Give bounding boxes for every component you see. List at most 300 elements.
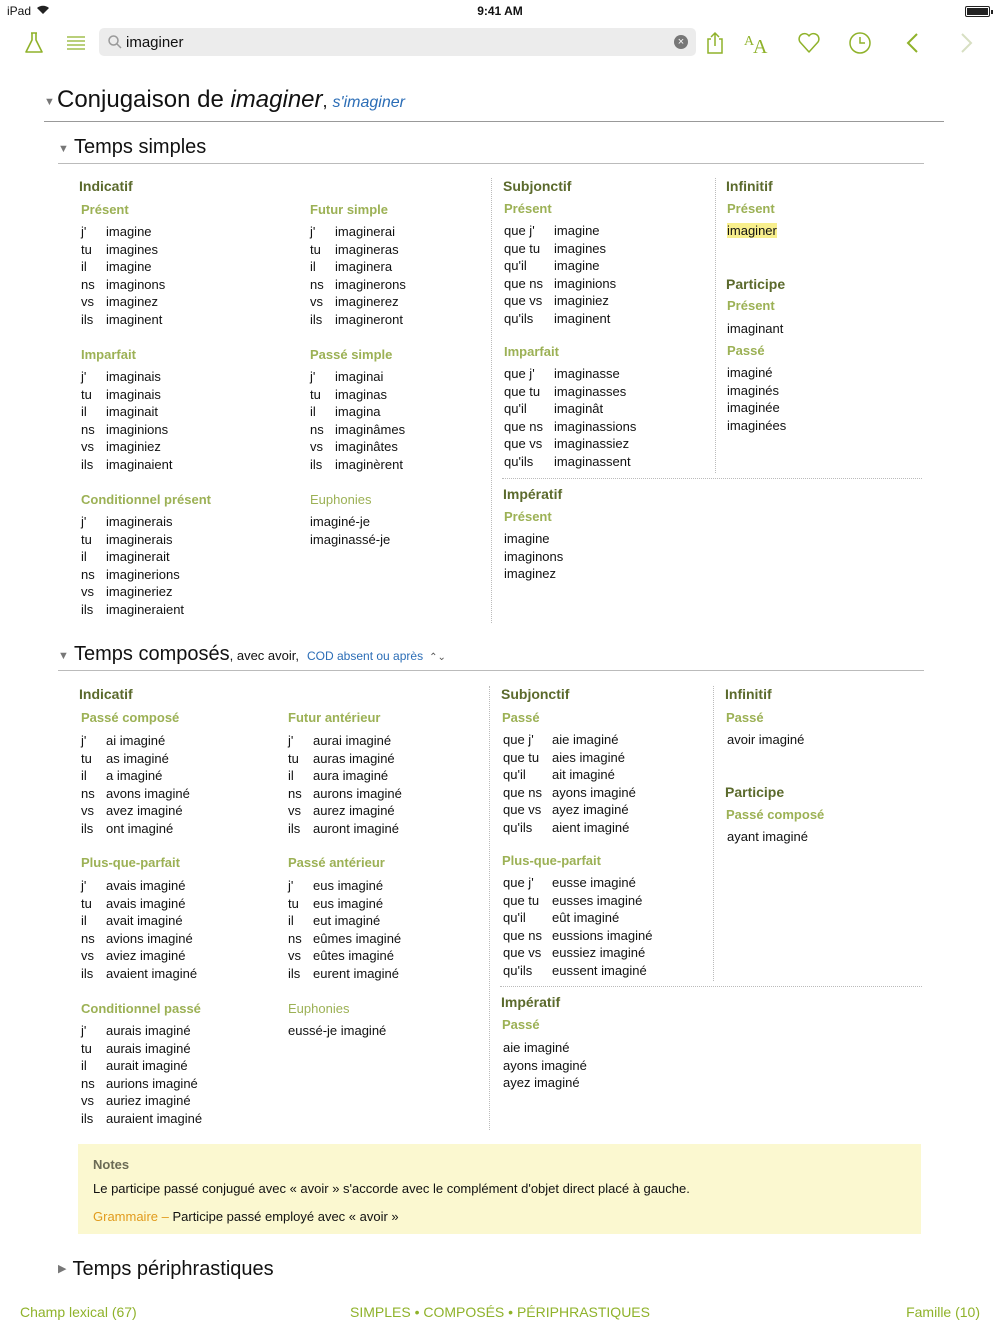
conj-euphonies: [310, 513, 390, 548]
tense-conditionnel-passe: Conditionnel passé: [81, 1001, 201, 1016]
conjugation-row: [504, 222, 616, 240]
verb-form[interactable]: imaginerons: [335, 276, 406, 292]
conjugation-row: [504, 453, 636, 471]
auxiliary-label: , avec avoir,: [229, 648, 299, 663]
verb-form[interactable]: ont imaginé: [106, 820, 174, 836]
verb-form[interactable]: ayez imaginé: [503, 1075, 580, 1090]
tense-subj-pqp: Plus-que-parfait: [502, 853, 601, 868]
status-bar: [0, 0, 1000, 22]
verb-form[interactable]: imaginé: [727, 365, 773, 380]
verb-form[interactable]: imaginées: [727, 417, 787, 433]
conjugation-row: [504, 310, 616, 328]
conjugation-row: [288, 820, 402, 838]
verb-form[interactable]: eussé-je imaginé: [288, 1023, 387, 1038]
pronoun: tu: [310, 386, 321, 402]
collapse-triangle-icon[interactable]: ▼: [44, 96, 55, 108]
verb-form[interactable]: aurions imaginé: [106, 1075, 198, 1091]
conjugation-row: [310, 421, 405, 439]
conjugation-row: [288, 895, 401, 913]
conjugation-row: [288, 767, 402, 785]
verb-form[interactable]: imaginassé-je: [310, 531, 391, 547]
pronoun: qu'ils: [504, 453, 534, 469]
pronoun: il: [288, 913, 294, 928]
verb-form[interactable]: imaginons: [106, 276, 166, 292]
verb-form[interactable]: imaginassent: [554, 453, 631, 469]
pronoun: tu: [81, 750, 92, 766]
verb-form[interactable]: imaginât: [554, 401, 604, 416]
pronoun: qu'ils: [503, 962, 533, 978]
title-separator: ,: [322, 91, 333, 111]
conjugation-row: [81, 1092, 202, 1110]
conjugation-row: [81, 1075, 202, 1093]
clock: 9:41 AM: [477, 4, 523, 18]
verb-form[interactable]: imaginerai: [335, 224, 395, 239]
verb-form[interactable]: imaginassiez: [554, 436, 630, 451]
mood-participe: Participe: [726, 276, 786, 292]
font-size-icon[interactable]: [741, 28, 771, 58]
conjugation-title[interactable]: [44, 86, 944, 122]
verb-form[interactable]: eût imaginé: [552, 910, 620, 925]
verb-form[interactable]: imagines: [106, 241, 159, 257]
inf-passe-value: avoir imaginé: [727, 732, 805, 747]
verb-form[interactable]: imagineras: [335, 241, 399, 257]
pronoun: qu'il: [504, 401, 527, 416]
infinitive-highlight: imaginer: [727, 223, 777, 238]
conj-imparfait: [81, 368, 173, 473]
row-divider: [500, 986, 922, 987]
family-link[interactable]: Famille (10): [906, 1304, 980, 1320]
menu-list-icon[interactable]: [61, 28, 91, 58]
pronoun: ils: [288, 820, 301, 836]
conjugation-row: [504, 418, 636, 436]
conjugation-row: [81, 1057, 202, 1075]
verb-form[interactable]: aurez imaginé: [313, 803, 395, 818]
pronoun: vs: [81, 803, 94, 818]
pronoun: tu: [81, 895, 92, 911]
verb-form[interactable]: a imaginé: [106, 768, 163, 783]
verb-form[interactable]: as imaginé: [106, 750, 169, 766]
conjugation-row: [81, 1040, 202, 1058]
verb-form[interactable]: aura imaginé: [313, 768, 389, 783]
verb-form[interactable]: imaginais: [106, 369, 161, 384]
tense-inf-present: Présent: [727, 201, 775, 216]
pronoun: que tu: [503, 749, 540, 765]
conjugation-row: [310, 276, 406, 294]
conjugation-row: [503, 784, 636, 802]
conjugation-row: [81, 947, 197, 965]
verb-form[interactable]: ayons imaginé: [552, 784, 636, 800]
verb-form[interactable]: imaginerait: [106, 549, 170, 564]
pronoun: ns: [81, 1075, 95, 1091]
expand-triangle-icon[interactable]: ▶: [58, 1263, 67, 1275]
conj-subj-pqp: [503, 874, 652, 979]
verb-form[interactable]: auriez imaginé: [106, 1093, 191, 1108]
verb-form[interactable]: imaginons: [504, 548, 564, 564]
pronoun: ns: [288, 785, 302, 801]
verb-form[interactable]: aurais imaginé: [106, 1040, 191, 1056]
lexical-field-link[interactable]: Champ lexical (67): [20, 1304, 137, 1320]
conjugation-row: [288, 965, 401, 983]
conjugation-row: [503, 749, 636, 767]
pronoun: il: [81, 768, 87, 783]
conjugation-row: [310, 368, 405, 386]
mood-imperatif: Impératif: [501, 994, 561, 1010]
flask-icon[interactable]: [19, 28, 49, 58]
pronoun: il: [310, 404, 316, 419]
verb-form[interactable]: eurent imaginé: [313, 965, 399, 981]
pronoun: tu: [81, 241, 92, 257]
history-clock-icon[interactable]: [845, 28, 875, 58]
conjugation-row: [288, 732, 402, 750]
conjugation-row: [81, 438, 173, 456]
column-divider: [715, 178, 716, 473]
pronoun: j': [288, 878, 294, 893]
verb-form[interactable]: aurons imaginé: [313, 785, 402, 801]
grammar-label: Grammaire –: [93, 1209, 173, 1224]
verb-form[interactable]: imaginerions: [106, 566, 180, 582]
mood-subjonctif: Subjonctif: [503, 178, 572, 194]
conjugation-row: [310, 386, 405, 404]
verb-form[interactable]: ayez imaginé: [552, 802, 629, 817]
bottom-bar: [0, 1302, 1000, 1324]
grammar-link[interactable]: [93, 1209, 399, 1224]
tense-subj-imparfait: Imparfait: [504, 344, 559, 359]
section-nav[interactable]: SIMPLES • COMPOSÉS • PÉRIPHRASTIQUES: [350, 1304, 650, 1320]
pronoun: ns: [81, 421, 95, 437]
verb-form[interactable]: imaginions: [106, 421, 169, 437]
tense-conditionnel-present: Conditionnel présent: [81, 492, 211, 507]
verb-form[interactable]: aient imaginé: [552, 819, 630, 835]
conj-subj-imparfait: [504, 365, 636, 470]
verb-form[interactable]: eut imaginé: [313, 913, 381, 928]
verb-form[interactable]: imaginâtes: [335, 439, 398, 454]
verb-form[interactable]: eûtes imaginé: [313, 948, 394, 963]
conjugation-row: [310, 438, 405, 456]
pronominal-link[interactable]: s'imaginer: [332, 94, 405, 111]
title-prefix: Conjugaison de: [57, 86, 231, 113]
conjugation-row: [81, 386, 173, 404]
tense-euphonies: Euphonies: [310, 492, 372, 507]
collapse-triangle-icon[interactable]: ▼: [58, 143, 69, 155]
notes-box: [78, 1144, 921, 1234]
column-divider: [491, 178, 492, 623]
conjugation-row: [81, 930, 197, 948]
pronoun: que vs: [503, 945, 542, 960]
pronoun: que tu: [504, 240, 541, 256]
pronoun: vs: [81, 294, 94, 309]
verb-form[interactable]: aie imaginé: [503, 1040, 570, 1055]
pronoun: que j': [503, 875, 534, 890]
verb-form[interactable]: imaginerez: [335, 294, 399, 309]
verb-form[interactable]: imagines: [554, 240, 607, 256]
tense-part-present: Présent: [727, 298, 775, 313]
verb-form[interactable]: aurai imaginé: [313, 733, 392, 748]
section-simple-tenses[interactable]: [58, 136, 924, 164]
conjugation-row: [503, 766, 636, 784]
pronoun: ils: [310, 311, 323, 327]
conjugation-row: [81, 513, 184, 531]
pronoun: que ns: [504, 418, 544, 434]
conj-conditionnel-present: [81, 513, 184, 618]
column-divider: [489, 686, 490, 1130]
pronoun: tu: [81, 386, 92, 402]
cod-selector[interactable]: COD absent ou après: [307, 649, 424, 663]
section-compound-tenses[interactable]: [58, 643, 924, 671]
verb-form[interactable]: imaginerais: [106, 514, 173, 529]
conjugation-row: [310, 311, 406, 329]
part-present-value: imaginant: [727, 321, 784, 336]
conjugation-row: [288, 877, 401, 895]
verb-form[interactable]: imaginiez: [554, 293, 609, 308]
pronoun: ils: [81, 820, 94, 836]
verb-form[interactable]: imaginent: [106, 311, 163, 327]
svg-text:A: A: [744, 34, 755, 49]
verb-form[interactable]: aurais imaginé: [106, 1023, 191, 1038]
pronoun: il: [81, 549, 87, 564]
pronoun: vs: [288, 803, 301, 818]
pronoun: j': [81, 224, 87, 239]
conjugation-row: [504, 383, 636, 401]
pronoun: tu: [310, 241, 321, 257]
pronoun: qu'il: [503, 767, 526, 782]
pronoun: qu'ils: [503, 819, 533, 835]
search-bar[interactable]: [99, 28, 696, 56]
search-icon: [107, 34, 123, 50]
pronoun: que j': [504, 223, 535, 238]
verb-form[interactable]: auraient imaginé: [106, 1110, 203, 1126]
verb-form[interactable]: eussent imaginé: [552, 962, 647, 978]
verb-form[interactable]: imaginés: [727, 382, 780, 398]
pronoun: qu'il: [504, 258, 527, 273]
verb-form[interactable]: imagine: [554, 258, 600, 273]
conjugation-row: [504, 257, 616, 275]
tense-present: Présent: [81, 202, 129, 217]
pronoun: il: [310, 259, 316, 274]
verb-form[interactable]: avais imaginé: [106, 878, 186, 893]
clear-search-icon[interactable]: ×: [674, 35, 688, 49]
pronoun: qu'il: [503, 910, 526, 925]
verb-form[interactable]: avait imaginé: [106, 913, 183, 928]
pronoun: ns: [288, 930, 302, 946]
conjugation-row: [81, 732, 190, 750]
pronoun: que tu: [503, 892, 540, 908]
verb-form[interactable]: imagine: [106, 259, 152, 274]
pronoun: ils: [288, 965, 301, 981]
pronoun: il: [81, 259, 87, 274]
conjugation-row: [310, 241, 406, 259]
column-divider: [713, 686, 714, 981]
pronoun: que j': [503, 732, 534, 747]
tense-subj-present: Présent: [504, 201, 552, 216]
conj-passe-compose: [81, 732, 190, 837]
conj-subj-passe: [503, 731, 636, 836]
chevron-updown-icon[interactable]: ⌃⌄: [429, 652, 446, 663]
verb-form[interactable]: avaient imaginé: [106, 965, 198, 981]
pronoun: que vs: [503, 802, 542, 817]
verb-form[interactable]: imagine: [106, 224, 152, 239]
conjugation-row: [81, 311, 165, 329]
pronoun: que ns: [503, 784, 543, 800]
verb-form[interactable]: aurait imaginé: [106, 1058, 188, 1073]
conjugation-row: [504, 365, 636, 383]
forward-chevron-icon[interactable]: [951, 28, 981, 58]
tense-inf-passe: Passé: [726, 710, 764, 725]
pronoun: ns: [81, 785, 95, 801]
verb-form[interactable]: aviez imaginé: [106, 948, 186, 963]
section-title: Temps composés: [74, 643, 230, 665]
title-verb: imaginer: [230, 86, 323, 113]
verb-form[interactable]: imaginez: [504, 566, 557, 581]
verb-form[interactable]: imaginais: [106, 386, 161, 402]
verb-form[interactable]: avions imaginé: [106, 930, 193, 946]
pronoun: vs: [81, 948, 94, 963]
pronoun: tu: [288, 750, 299, 766]
verb-form[interactable]: imaginai: [335, 369, 384, 384]
pronoun: j': [81, 514, 87, 529]
verb-form[interactable]: auront imaginé: [313, 820, 399, 836]
verb-form[interactable]: imaginé-je: [310, 514, 370, 529]
verb-form[interactable]: imaginasse: [554, 366, 620, 381]
conjugation-row: [81, 258, 165, 276]
favorite-heart-icon[interactable]: [794, 28, 824, 58]
conjugation-row: [81, 895, 197, 913]
tense-futur-simple: Futur simple: [310, 202, 389, 217]
conj-futur-anterieur: [288, 732, 402, 837]
verb-form[interactable]: ai imaginé: [106, 733, 166, 748]
verb-form[interactable]: imaginas: [335, 386, 388, 402]
pronoun: vs: [310, 294, 323, 309]
verb-form[interactable]: imagine: [554, 223, 600, 238]
verb-form[interactable]: imaginèrent: [335, 456, 403, 472]
pronoun: il: [288, 768, 294, 783]
conjugation-row: [81, 583, 184, 601]
verb-form[interactable]: imagineront: [335, 311, 403, 327]
section-title: Temps simples: [74, 136, 207, 158]
pronoun: il: [81, 1058, 87, 1073]
conjugation-row: [81, 802, 190, 820]
verb-form[interactable]: eussions imaginé: [552, 927, 653, 943]
notes-text: Le participe passé conjugué avec « avoir » s'accorde avec le complément d'objet direct placé à gauche.: [93, 1181, 690, 1196]
verb-form[interactable]: imagineriez: [106, 584, 173, 599]
verb-form[interactable]: avons imaginé: [106, 785, 190, 801]
verb-form[interactable]: imaginera: [335, 259, 393, 274]
pronoun: j': [81, 878, 87, 893]
search-input[interactable]: [126, 31, 666, 53]
verb-form[interactable]: aie imaginé: [552, 732, 619, 747]
pronoun: j': [288, 733, 294, 748]
verb-form[interactable]: imaginée: [727, 400, 780, 415]
conj-passe-anterieur: [288, 877, 401, 982]
verb-form[interactable]: eûmes imaginé: [313, 930, 402, 946]
verb-form[interactable]: aies imaginé: [552, 749, 625, 765]
back-chevron-icon[interactable]: [898, 28, 928, 58]
verb-form[interactable]: ait imaginé: [552, 767, 615, 782]
mood-subjonctif: Subjonctif: [501, 686, 570, 702]
verb-form[interactable]: avez imaginé: [106, 803, 183, 818]
conjugation-row: [81, 223, 165, 241]
pronoun: tu: [288, 895, 299, 911]
pronoun: il: [81, 913, 87, 928]
verb-form[interactable]: eus imaginé: [313, 895, 384, 911]
pronoun: vs: [288, 948, 301, 963]
verb-form[interactable]: imaginez: [106, 294, 159, 309]
grammar-link-text[interactable]: Participe passé employé avec « avoir »: [172, 1209, 399, 1224]
svg-text:A: A: [753, 36, 768, 56]
conjugation-row: [504, 435, 636, 453]
verb-form[interactable]: imaginassions: [554, 418, 637, 434]
pronoun: tu: [81, 1040, 92, 1056]
conjugation-row: [504, 400, 636, 418]
pronoun: tu: [81, 531, 92, 547]
conj-euphonies: [288, 1022, 386, 1040]
conjugation-row: [503, 874, 652, 892]
section-periphrastic-tenses[interactable]: [58, 1258, 274, 1281]
verb-form[interactable]: imagine: [504, 531, 550, 546]
mood-indicatif: Indicatif: [79, 686, 133, 702]
verb-form[interactable]: eusse imaginé: [552, 875, 636, 890]
verb-form[interactable]: eussiez imaginé: [552, 945, 646, 960]
pronoun: vs: [310, 439, 323, 454]
conjugation-row: [81, 456, 173, 474]
mood-infinitif: Infinitif: [726, 178, 773, 194]
verb-form[interactable]: imaginait: [106, 404, 159, 419]
pronoun: il: [81, 404, 87, 419]
conj-passe-simple: [310, 368, 405, 473]
conj-imp-passe: [503, 1039, 587, 1092]
verb-form[interactable]: eus imaginé: [313, 878, 384, 893]
verb-form[interactable]: auras imaginé: [313, 750, 395, 766]
conjugation-row: [81, 421, 173, 439]
mood-indicatif: Indicatif: [79, 178, 133, 194]
tense-passe-anterieur: Passé antérieur: [288, 855, 385, 870]
battery-icon: [965, 6, 990, 17]
verb-form[interactable]: imagineraient: [106, 601, 185, 617]
conjugation-row: [288, 947, 401, 965]
tense-plus-que-parfait: Plus-que-parfait: [81, 855, 180, 870]
conj-subj-present: [504, 222, 616, 327]
verb-form[interactable]: imaginerais: [106, 531, 173, 547]
verb-form[interactable]: imaginions: [554, 275, 617, 291]
conjugation-row: [503, 801, 636, 819]
conjugation-row: [81, 293, 165, 311]
verb-form[interactable]: imagina: [335, 404, 381, 419]
tense-part-passe: Passé: [727, 343, 765, 358]
conjugation-row: [504, 292, 616, 310]
verb-form[interactable]: eusses imaginé: [552, 892, 643, 908]
verb-form[interactable]: ayons imaginé: [503, 1057, 587, 1073]
pronoun: ils: [310, 456, 323, 472]
conjugation-row: [81, 1022, 202, 1040]
collapse-triangle-icon[interactable]: ▼: [58, 650, 69, 662]
pronoun: vs: [81, 1093, 94, 1108]
verb-form[interactable]: avais imaginé: [106, 895, 186, 911]
conjugation-row: [81, 1110, 202, 1128]
verb-form[interactable]: imaginiez: [106, 439, 161, 454]
pronoun: que ns: [504, 275, 544, 291]
verb-form[interactable]: imaginasses: [554, 383, 627, 399]
conjugation-row: [503, 962, 652, 980]
verb-form[interactable]: imaginaient: [106, 456, 173, 472]
verb-form[interactable]: imaginâmes: [335, 421, 406, 437]
share-icon[interactable]: [700, 28, 730, 58]
conjugation-row: [81, 750, 190, 768]
tense-futur-anterieur: Futur antérieur: [288, 710, 381, 725]
tense-euphonies: Euphonies: [288, 1001, 350, 1016]
verb-form[interactable]: imaginent: [554, 310, 611, 326]
pronoun: j': [81, 369, 87, 384]
toolbar: [0, 22, 1000, 68]
section-title: Temps périphrastiques: [72, 1258, 274, 1280]
